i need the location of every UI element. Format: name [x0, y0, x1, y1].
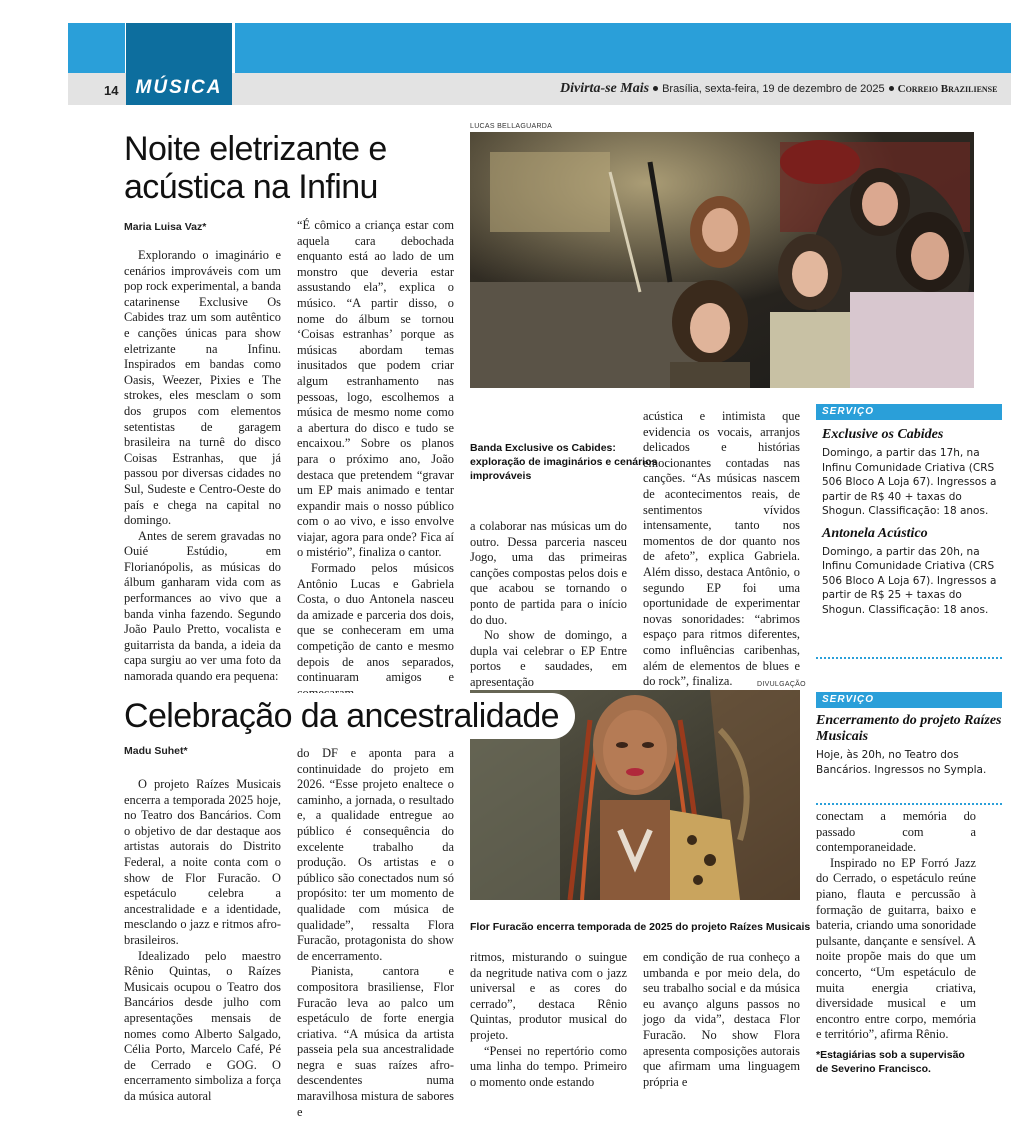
paragraph: Inspirado no EP Forró Jazz do Cerrado, o espetáculo reúne piano, flauta e percussão à formação de guitarra, baixo e bateria, criando uma sonoridade pulsante, dançante e sensível. A noite propõe mais do que um concerto, “Um espetáculo de muita energia criativa, diversidade musical e um encontro entre corpo, memória e território”, afirma Rênio. — [816, 855, 976, 1042]
article2-photo-credit: DIVULGAÇÃO — [757, 681, 806, 688]
article2-column-1 — [124, 777, 281, 1104]
article2-column-3 — [470, 950, 627, 1090]
header-dateline — [560, 81, 998, 97]
article2-column-2 — [297, 746, 454, 1120]
article1-caption: Banda Exclusive os Cabides: exploração de imaginários e cenários improváveis — [470, 442, 658, 482]
paragraph: Antes de serem gravadas no Ouié Estúdio, em Florianópolis, as músicas do álbum ganharam vida com as performances ao vivo que a banda vinha fazendo. Segundo João Paulo Pretto, vocalista e guitarrista da banda, a ideia da capa surgiu ao ver uma foto da namorada quando era pequena: — [124, 528, 281, 684]
supplement-name: Divirta-se Mais — [560, 81, 650, 96]
band-photo-image — [470, 132, 974, 388]
paragraph: acústica e intimista que evidencia os vocais, arranjos delicados e histórias emocionantes contadas nas canções. “As músicas nascem de acontecimentos reais, de sentimentos vívidos intensamente, tanto nos momentos de dor quanto nos de afeto”, explica Gabriela. Além disso, destaca Antônio, o segundo EP foi uma oportunidade de experimentar novas sonoridades: “abrimos espaço para ritmos diferentes, como influências caribenhas, além de elementos de blues e do rock”, finaliza. — [643, 409, 800, 689]
dateline-text: Brasília, sexta-feira, 19 de dezembro de 2025 — [662, 83, 885, 95]
article2-byline: Madu Suhet* — [124, 745, 188, 757]
article1-headline-line1: Noite eletrizante e — [124, 130, 387, 168]
paragraph: Pianista, cantora e compositora brasiliense, Flor Furacão leva ao palco um espetáculo de forte energia criativa. “A música da artista passeia pela sua ancestralidade negra e suas raízes afro-descendentes numa maravilhosa mistura de sabores e — [297, 964, 454, 1119]
event-title: Exclusive os Cabides — [822, 427, 944, 442]
page-number: 14 — [104, 83, 119, 98]
article1-photo-credit: LUCAS BELLAGUARDA — [470, 123, 553, 130]
event-details: Hoje, às 20h, no Teatro dos Bancários. Ingressos no Sympla. — [816, 749, 987, 776]
paragraph: O projeto Raízes Musicais encerra a temporada 2025 hoje, no Teatro dos Bancários. Com o objetivo de dar destaque aos artistas autorais do Distrito Federal, a noite conta com o show de Flor Furacão. O espetáculo celebra a ancestralidade e a identidade, mesclando o jazz e ritmos afro-brasileiros. — [124, 777, 281, 947]
dotted-divider — [816, 657, 1002, 659]
paragraph: “Pensei no repertório como uma linha do tempo. Primeiro o momento onde estando — [470, 1043, 627, 1089]
paragraph: “É cômico a criança estar com aquela cara debochada enquanto está ao lado de um monstro que deveria estar assustando ela”, explica o músico. “A partir disso, o nome do álbum se tornou ‘Coisas estranhas’ porque as músicas abordam temas inusitados que podem criar algum estranhamento nas pessoas, logo, escolhemos a música de mesmo nome como a abertura do disco e tudo se encaixou.” Sobre os planos para o próximo ano, João destaca que pretendem “gravar um EP mais animado e tentar expandir mais o nosso público com o ao vivo, e isso envolve viajar, agora para onde? Fica aí o mistério”, finaliza o cantor. — [297, 218, 454, 560]
paragraph: conectam a memória do passado com a contemporaneidade. — [816, 809, 976, 855]
article1-headline-line2: acústica na Infinu — [124, 168, 378, 206]
article1-byline: Maria Luisa Vaz* — [124, 221, 207, 233]
article1-column-1 — [124, 248, 281, 685]
editorial-note: *Estagiárias sob a supervisão de Severino Francisco. — [816, 1049, 965, 1075]
newspaper-name: Correio Braziliense — [897, 83, 998, 95]
event-title: Encerramento do projeto Raízes Musicais — [816, 713, 1002, 744]
header-accent-bar-left — [68, 23, 125, 73]
article2-column-5 — [816, 809, 976, 1043]
service-box-label: SERVIÇO — [816, 692, 1002, 708]
event-details: Domingo, a partir das 17h, na Infinu Comunidade Criativa (CRS 506 Bloco A Loja 67). Ingressos a partir de R$ 40 + taxas do Shogun. Classificação: 18 anos. — [822, 447, 997, 517]
service-box-1 — [822, 427, 1002, 617]
bullet-icon — [889, 86, 894, 91]
article1-column-2 — [297, 218, 454, 701]
service-box-2 — [816, 713, 1002, 777]
paragraph: ritmos, misturando o suingue da negritude nativa com o jazz universal e as cores do cerrado”, destaca Rênio Quintas, produtor musical do projeto. — [470, 950, 627, 1042]
event-title: Antonela Acústico — [822, 525, 928, 541]
article2-column-4 — [643, 950, 800, 1090]
paragraph: a colaborar nas músicas um do outro. Dessa parceria nasceu Jogo, uma das primeiras canções compostas pelos dois e que acabou se tornando o ponto de partida para o início do duo. — [470, 519, 627, 627]
article2-caption: Flor Furacão encerra temporada de 2025 do projeto Raízes Musicais — [470, 921, 811, 933]
paragraph: do DF e aponta para a continuidade do projeto em 2026. “Esse projeto enaltece o caminho, a jornada, o resultado e, a qualidade entregue ao público é consequência do excelente trabalho da produção. Os artistas e o público são conectados num só propósito: ter um momento de qualidade com música de qualidade”, ressalta Flora Furacão, protagonista do show de encerramento. — [297, 746, 454, 963]
bullet-icon — [653, 86, 658, 91]
section-title: MÚSICA — [135, 77, 223, 98]
paragraph: Idealizado pelo maestro Rênio Quintas, o Raízes Musicais ocupou o Teatro dos Bancários desde julho com apresentações mensais de nomes como Alberto Salgado, Célia Porto, Marcelo Café, Pé de Cerrado e GOG. O encerramento simboliza a força da música autoral — [124, 948, 281, 1103]
paragraph: No show de domingo, a dupla vai celebrar o EP Entre portos e saudades, em apresentação — [470, 628, 627, 689]
dotted-divider — [816, 803, 1002, 805]
article1-column-4 — [643, 409, 800, 690]
service-box-label: SERVIÇO — [816, 404, 1002, 420]
article1-headline — [124, 130, 454, 206]
header-accent-bar-right — [235, 23, 1011, 73]
section-label — [126, 23, 232, 105]
paragraph: Explorando o imaginário e cenários improváveis com um pop rock experimental, a banda catarinense Exclusive Os Cabides traz um som autêntico e canções únicas para show eletrizante na Infinu. Inspirados em bandas como Oasis, Weezer, Pixies e The strokes, eles mesclam o som dos grupos com elementos setentistas de garagem brasileira na turnê do disco Coisas Estranhas, que já passou por diversas cidades no Sul, Sudeste e Centro-Oeste do país e chega na capital no domingo. — [124, 248, 281, 528]
article1-column-3 — [470, 519, 627, 691]
band-photo — [470, 132, 974, 388]
event-details: Domingo, a partir das 20h, na Infinu Comunidade Criativa (CRS 506 Bloco A Loja 67). Ingressos a partir de R$ 25 + taxas do Shogun. Classificação: 18 anos. — [822, 545, 997, 616]
article2-headline: Celebração da ancestralidade — [124, 693, 575, 739]
paragraph: Formado pelos músicos Antônio Lucas e Gabriela Costa, o duo Antonela nasceu da amizade e parceria dos dois, que se conheceram em uma competição de canto e mesmo depois de anos separados, continuaram amigos e — [297, 561, 454, 685]
paragraph: em condição de rua conheço a umbanda e por meio dela, do seu trabalho social e da música eu avanço alguns passos no jogo da vida”, destaca Flor Furacão. No show Flora apresenta composições autorais que afirmam uma linguagem própria e — [643, 950, 800, 1089]
